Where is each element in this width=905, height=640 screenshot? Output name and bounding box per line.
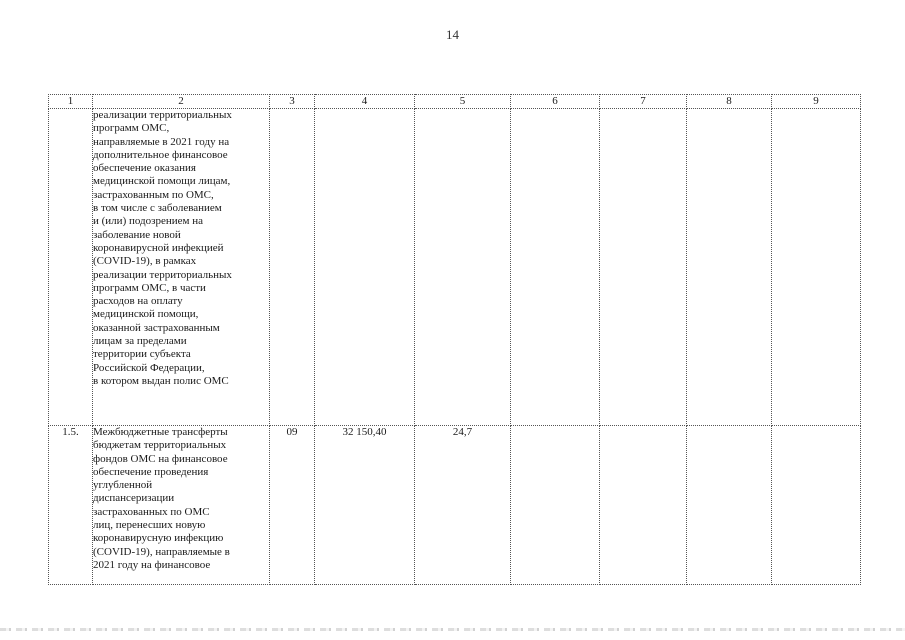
row-description: реализации территориальных программ ОМС, направляемые в 2021 году на дополнительное финансовое обеспечение оказания медицинской помощи лицам, застрахованным по ОМС, в том числе с заболеванием и (или) подозрением на заболевание новой коронавирусной инфекцией (COVID-19), в рамках реализации территориальных программ ОМС, в части расходов на оплату медицинской помощи, оказанной застрахованным лицам за пределами территории субъекта Российской Федерации, в котором выдан полис ОМС <box>93 109 270 426</box>
column-header: 3 <box>270 95 315 109</box>
cell-col4 <box>315 109 415 426</box>
cell-col3 <box>270 109 315 426</box>
page-number: 14 <box>446 27 459 42</box>
cell-col6 <box>511 109 600 426</box>
cell-col9 <box>772 109 861 426</box>
table-row <box>49 426 861 585</box>
cell-col9 <box>772 426 861 585</box>
column-header: 1 <box>49 95 93 109</box>
row-description: Межбюджетные трансферты бюджетам территориальных фондов ОМС на финансовое обеспечение проведения углубленной диспансеризации застрахованных по ОМС лиц, перенесших новую коронавирусную инфекцию (COVID-19), направляемые в 2021 году на финансовое <box>93 426 270 585</box>
column-header: 6 <box>511 95 600 109</box>
row-number: 1.5. <box>49 426 93 585</box>
column-header: 2 <box>93 95 270 109</box>
cell-col4: 32 150,40 <box>315 426 415 585</box>
budget-table <box>48 94 861 585</box>
cell-col8 <box>687 426 772 585</box>
table-header-row <box>49 95 861 109</box>
cell-col5 <box>415 109 511 426</box>
cell-col6 <box>511 426 600 585</box>
cell-col3: 09 <box>270 426 315 585</box>
column-header: 5 <box>415 95 511 109</box>
table-row <box>49 109 861 426</box>
column-header: 8 <box>687 95 772 109</box>
cell-col5: 24,7 <box>415 426 511 585</box>
row-number <box>49 109 93 426</box>
cell-col7 <box>600 109 687 426</box>
column-header: 7 <box>600 95 687 109</box>
column-header: 9 <box>772 95 861 109</box>
cell-col7 <box>600 426 687 585</box>
cell-col8 <box>687 109 772 426</box>
scan-artifact <box>0 628 905 631</box>
column-header: 4 <box>315 95 415 109</box>
